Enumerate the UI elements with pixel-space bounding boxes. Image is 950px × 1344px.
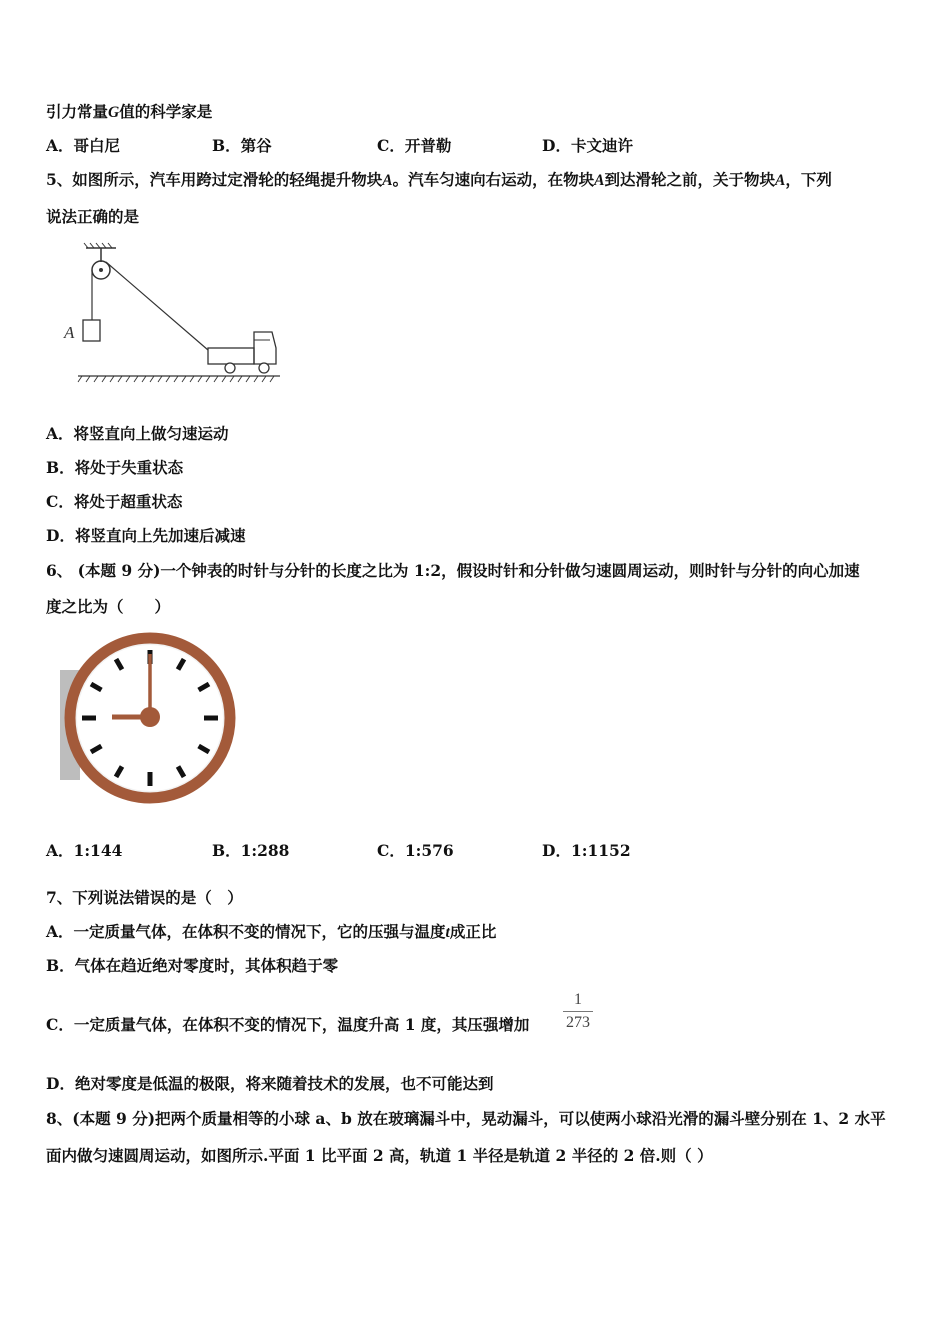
q6-option-d[interactable]: D．1:1152 bbox=[542, 841, 631, 860]
block-a bbox=[83, 320, 100, 341]
q6-option-b[interactable]: B．1:288 bbox=[212, 841, 290, 860]
q5-option-a[interactable]: A．将竖直向上做匀速运动 bbox=[46, 424, 229, 443]
truck bbox=[208, 332, 276, 373]
q5-option-c[interactable]: C．将处于超重状态 bbox=[46, 492, 183, 511]
q6-stem-line-2: 度之比为（ ） bbox=[46, 597, 171, 616]
fraction-denominator: 273 bbox=[566, 1014, 590, 1031]
q5-stem-line-1: 5、如图所示，汽车用跨过定滑轮的轻绳提升物块A。汽车匀速向右运动，在物块A到达滑轮之前，关于物块A，下列 bbox=[46, 170, 832, 189]
q4-option-a[interactable]: A．哥白尼 bbox=[46, 136, 121, 155]
q7-fraction bbox=[561, 990, 595, 1033]
clock-figure bbox=[60, 630, 242, 806]
q6-stem-line-1: 6、 (本题 9 分)一个钟表的时针与分针的长度之比为 1:2，假设时针和分针做匀速圆周运动，则时针与分针的向心加速 bbox=[46, 561, 860, 580]
fraction-numerator: 1 bbox=[574, 991, 582, 1008]
q8-stem-line-1: 8、(本题 9 分)把两个质量相等的小球 a、b 放在玻璃漏斗中，晃动漏斗，可以使两小球沿光滑的漏斗壁分别在 1、2 水平 bbox=[46, 1109, 886, 1128]
q6-option-a[interactable]: A．1:144 bbox=[46, 841, 123, 860]
q7-option-d[interactable]: D．绝对零度是低温的极限，将来随着技术的发展，也不可能达到 bbox=[46, 1074, 494, 1093]
q7-option-a[interactable]: A．一定质量气体，在体积不变的情况下，它的压强与温度t成正比 bbox=[46, 922, 497, 941]
q7-option-b[interactable]: B．气体在趋近绝对零度时，其体积趋于零 bbox=[46, 956, 339, 975]
q4-variable-g: G bbox=[108, 104, 120, 121]
q4-option-c[interactable]: C．开普勒 bbox=[377, 136, 452, 155]
q6-option-c[interactable]: C．1:576 bbox=[377, 841, 454, 860]
block-a-label: A bbox=[64, 323, 75, 342]
q8-stem-line-2: 面内做匀速圆周运动，如图所示.平面 1 比平面 2 高，轨道 1 半径是轨道 2 半径的 2 倍.则（ ） bbox=[46, 1146, 713, 1165]
pulley-truck-figure bbox=[58, 240, 288, 390]
q7-option-c[interactable]: C．一定质量气体，在体积不变的情况下，温度升高 1 度，其压强增加 bbox=[46, 1015, 530, 1034]
q4-option-d[interactable]: D．卡文迪许 bbox=[542, 136, 633, 155]
q4-option-b[interactable]: B．第谷 bbox=[212, 136, 272, 155]
q4-stem-end: 引力常量G值的科学家是 bbox=[46, 102, 213, 121]
q5-option-d[interactable]: D．将竖直向上先加速后减速 bbox=[46, 526, 246, 545]
q7-stem: 7、下列说法错误的是（ ） bbox=[46, 888, 243, 907]
q5-stem-line-2: 说法正确的是 bbox=[46, 207, 140, 226]
q5-option-b[interactable]: B．将处于失重状态 bbox=[46, 458, 184, 477]
